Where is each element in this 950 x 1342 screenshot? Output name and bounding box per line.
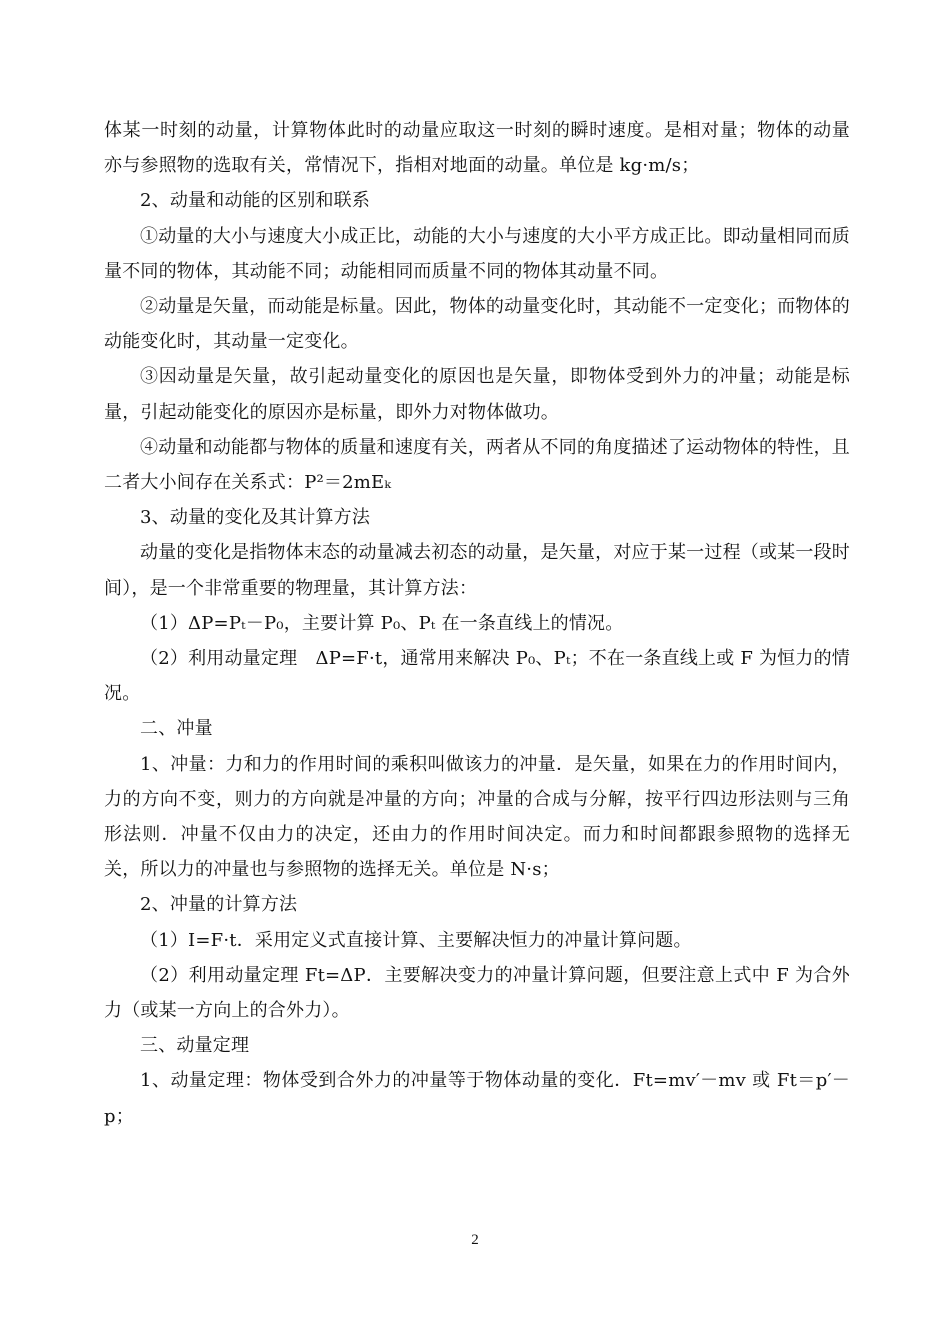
list-item: （2）利用动量定理 Ft=ΔP．主要解决变力的冲量计算问题，但要注意上式中 F 为合外力（或某一方向上的合外力）。 xyxy=(104,964,850,1022)
page-number: 2 xyxy=(471,1232,479,1248)
paragraph: ③因动量是矢量，故引起动量变化的原因也是矢量，即物体受到外力的冲量；动能是标量，引起动能变化的原因亦是标量，即外力对物体做功。 xyxy=(104,366,850,423)
paragraph: 1、冲量：力和力的作用时间的乘积叫做该力的冲量．是矢量，如果在力的作用时间内，力的方向不变，则力的方向就是冲量的方向；冲量的合成与分解，按平行四边形法则与三角形法则．冲量不仅由力的决定，还由力的作用时间决定。而力和时间都跟参照物的选择无关，所以力的冲量也与参照物的选择无关。单位是 N·s； xyxy=(104,753,850,881)
list-item: （1）I=F·t．采用定义式直接计算、主要解决恒力的冲量计算问题。 xyxy=(140,929,692,951)
list-item: （1）ΔP=Pₜ－P₀，主要计算 P₀、Pₜ 在一条直线上的情况。 xyxy=(140,612,624,634)
section-heading: 三、动量定理 xyxy=(140,1035,250,1057)
paragraph: 1、动量定理：物体受到合外力的冲量等于物体动量的变化．Ft=mv′－mv 或 Ft＝p′－p； xyxy=(104,1070,850,1127)
section-heading: 二、冲量 xyxy=(140,718,213,740)
paragraph: 动量的变化是指物体末态的动量减去初态的动量，是矢量，对应于某一过程（或某一段时间），是一个非常重要的物理量，其计算方法： xyxy=(104,542,850,599)
paragraph: ④动量和动能都与物体的质量和速度有关，两者从不同的角度描述了运动物体的特性，且二者大小间存在关系式：P²＝2mEₖ xyxy=(104,436,850,494)
section-heading: 3、动量的变化及其计算方法 xyxy=(140,507,371,529)
document-body xyxy=(104,113,850,1134)
paragraph: ②动量是矢量，而动能是标量。因此，物体的动量变化时，其动能不一定变化；而物体的动能变化时，其动量一定变化。 xyxy=(104,296,850,353)
section-heading: 2、动量和动能的区别和联系 xyxy=(140,190,371,212)
section-heading: 2、冲量的计算方法 xyxy=(140,894,298,916)
paragraph: ①动量的大小与速度大小成正比，动能的大小与速度的大小平方成正比。即动量相同而质量不同的物体，其动能不同；动能相同而质量不同的物体其动量不同。 xyxy=(104,225,850,282)
paragraph: 体某一时刻的动量，计算物体此时的动量应取这一时刻的瞬时速度。是相对量；物体的动量亦与参照物的选取有关，常情况下，指相对地面的动量。单位是 kg·m/s； xyxy=(104,120,850,177)
list-item: （2）利用动量定理 ΔP=F·t，通常用来解决 P₀、Pₜ；不在一条直线上或 F 为恒力的情况。 xyxy=(104,648,850,705)
